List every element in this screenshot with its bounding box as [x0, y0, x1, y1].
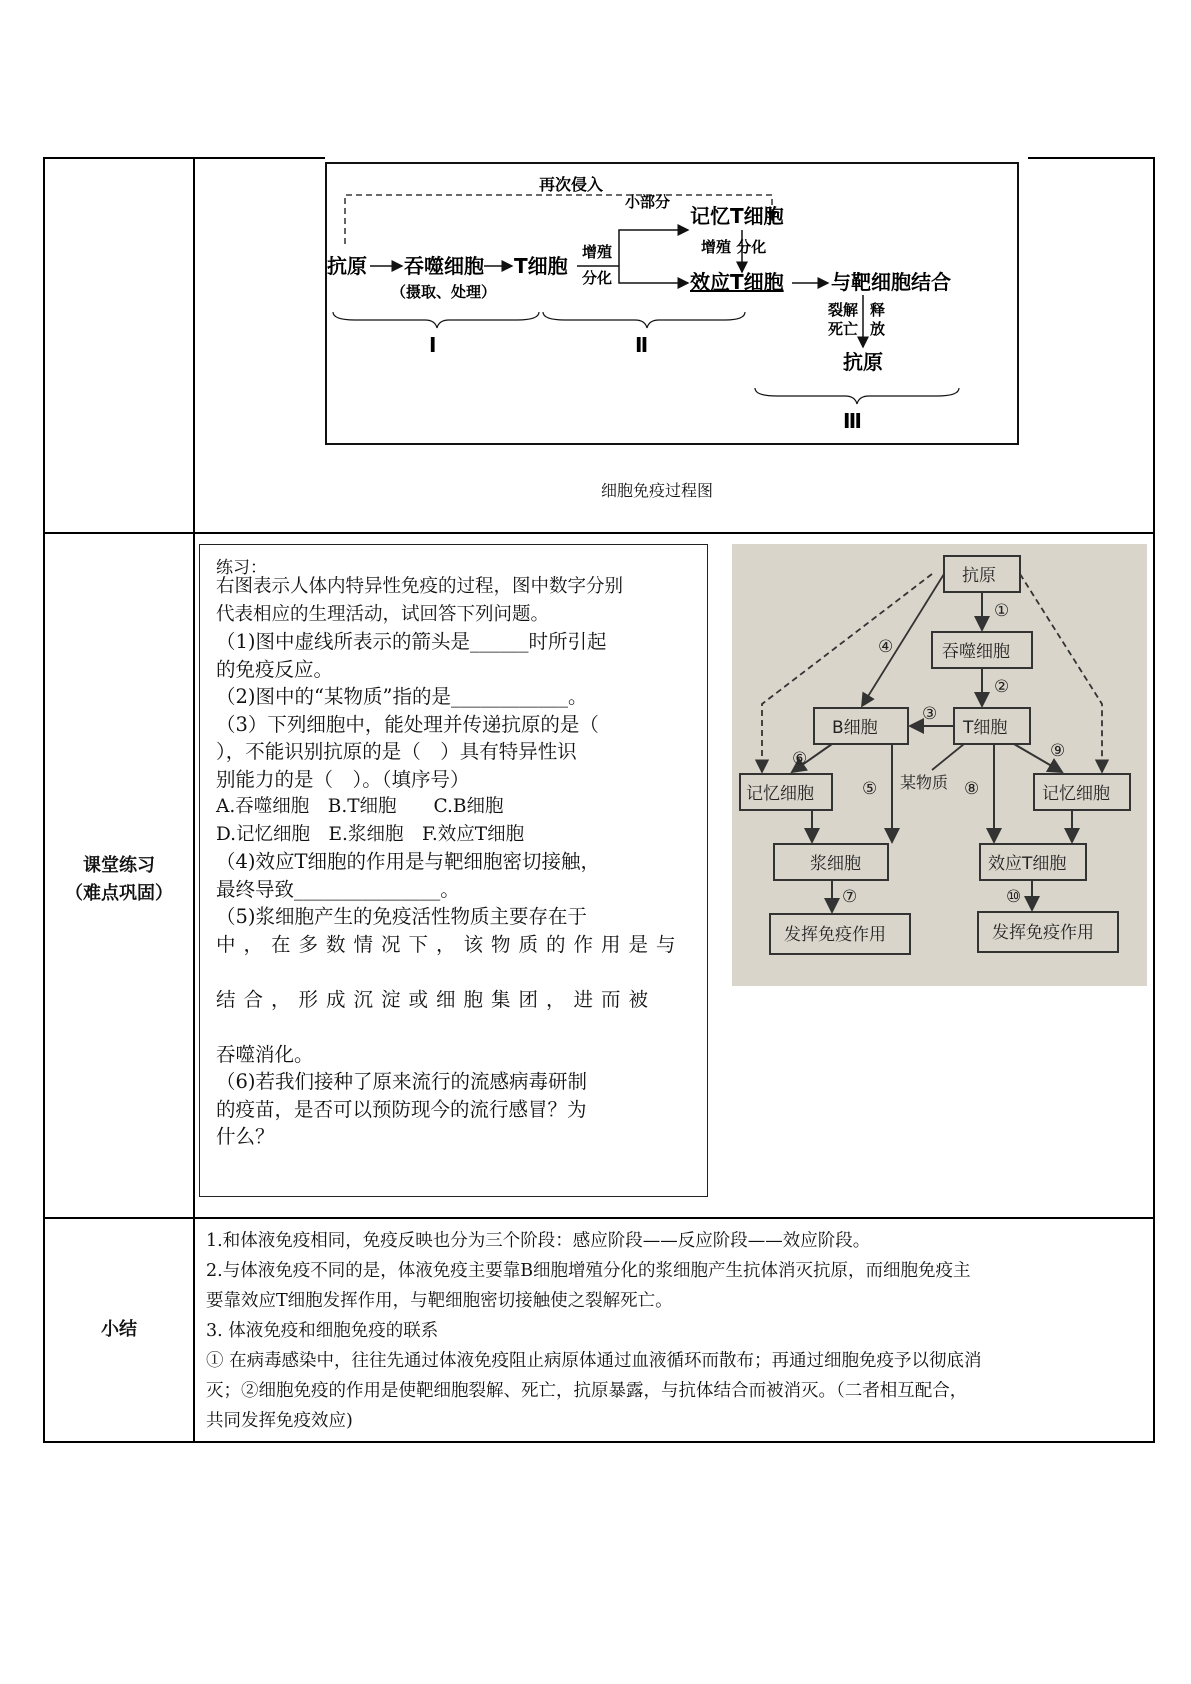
- process-note: （摄取、处理）: [391, 283, 497, 301]
- specific-immunity-diagram: [732, 544, 1147, 986]
- differentiate-label: 分化: [582, 269, 613, 287]
- num-2: ②: [994, 677, 1010, 697]
- prolif-diff-label: 增殖 分化: [701, 238, 767, 256]
- row-divider-1: [43, 532, 1155, 534]
- exercise-line: （5)浆细胞产生的免疫活性物质主要存在于: [216, 905, 588, 928]
- table-left-border: [43, 157, 45, 1443]
- memory-left-label: 记忆细胞: [746, 784, 814, 804]
- exercise-line: 别能力的是（ ）。（填序号）: [216, 767, 470, 791]
- effector-t-label: 效应T细胞: [690, 270, 784, 294]
- dashed-arrow-left: [762, 574, 932, 772]
- phagocyte-label: 吞噬细胞: [404, 254, 484, 278]
- exercise-line: 的疫苗，是否可以预防现今的流行感冒？为: [216, 1097, 587, 1121]
- num-4: ④: [878, 637, 894, 657]
- num-1: ①: [994, 601, 1010, 621]
- lysis-label: 裂解: [828, 301, 859, 319]
- effect-right-label: 发挥免疫作用: [992, 923, 1094, 943]
- diagram-frame: [326, 163, 1018, 444]
- num-3: ③: [922, 704, 938, 724]
- summary-line: 要靠效应T细胞发挥作用，与靶细胞密切接触使之裂解死亡。: [206, 1291, 673, 1311]
- exercise-line: [216, 1013, 694, 1041]
- brace-stage1: [333, 312, 539, 328]
- exercise-line: 代表相应的生理活动，试回答下列问题。: [216, 603, 550, 625]
- num-6: ⑥: [792, 749, 808, 769]
- exercise-line: 的免疫反应。: [216, 657, 334, 681]
- exercise-line: 什么？: [216, 1125, 275, 1148]
- small-part-label: 小部分: [625, 193, 671, 211]
- effector-t-box-label: 效应T细胞: [988, 854, 1067, 874]
- proliferate-label: 增殖: [582, 243, 613, 261]
- effect-left-label: 发挥免疫作用: [784, 925, 886, 945]
- num-7: ⑦: [842, 887, 858, 907]
- bcell-box-label: B细胞: [832, 718, 878, 738]
- num-9: ⑨: [1050, 741, 1066, 761]
- exercise-title: 练习：: [216, 558, 267, 578]
- line-to-substance: [932, 744, 964, 770]
- exercise-label-main: 课堂练习: [83, 855, 155, 876]
- reinvade-label: 再次侵入: [539, 175, 604, 194]
- num-10: ⑩: [1006, 887, 1022, 907]
- antigen-label: 抗原: [327, 254, 367, 278]
- exercise-section-label: [45, 852, 193, 908]
- bind-target-label: 与靶细胞结合: [831, 270, 951, 294]
- antigen2-label: 抗原: [843, 350, 883, 374]
- cell-immunity-diagram: [325, 162, 1020, 446]
- brace-stage2: [543, 312, 745, 328]
- memory-t-label: 记忆T细胞: [690, 204, 784, 228]
- stage3-label: Ⅲ: [843, 409, 862, 433]
- exercise-text: [216, 573, 694, 1151]
- release2-label: 放: [870, 320, 886, 338]
- antigen-box-label: 抗原: [962, 566, 996, 586]
- summary-section-label: 小结: [101, 1319, 137, 1340]
- summary-text: [206, 1226, 1146, 1436]
- summary-line: 3. 体液免疫和细胞免疫的联系: [206, 1321, 439, 1341]
- summary-line: 灭；②细胞免疫的作用是使靶细胞裂解、死亡，抗原暴露，与抗体结合而被消灭。（二者相互配合，: [206, 1381, 968, 1401]
- exercise-line: A.吞噬细胞 B.T细胞 C.B细胞: [216, 796, 504, 817]
- summary-line: 2.与体液免疫不同的是，体液免疫主要靠B细胞增殖分化的浆细胞产生抗体消灭抗原，而细胞免疫主: [206, 1261, 971, 1281]
- specific-immunity-figure: [732, 544, 1147, 986]
- table-column-divider: [193, 157, 195, 1443]
- tcell-label: T细胞: [514, 254, 568, 278]
- diagram1-caption: 细胞免疫过程图: [601, 481, 714, 500]
- stage1-label: Ⅰ: [429, 333, 437, 357]
- table-top-border-left: [43, 157, 325, 159]
- summary-line: ① 在病毒感染中，往往先通过体液免疫阻止病原体通过血液循环而散布；再通过细胞免疫予以彻底消: [206, 1351, 982, 1371]
- exercise-line: 最终导致_______________。: [216, 877, 460, 901]
- exercise-line: （2)图中的“某物质”指的是____________。: [216, 685, 588, 708]
- exercise-line: （1)图中虚线所表示的箭头是______时所引起: [216, 630, 607, 653]
- exercise-line: 吞噬消化。: [216, 1042, 314, 1066]
- arrow-fork-memory: [619, 230, 688, 266]
- stage2-label: Ⅱ: [635, 333, 649, 357]
- exercise-line: ），不能识别抗原的是（ ）具有特异性识: [216, 740, 577, 763]
- row-divider-2: [43, 1217, 1155, 1219]
- phagocyte-box-label: 吞噬细胞: [942, 642, 1010, 662]
- death-label: 死亡: [828, 320, 859, 338]
- brace-stage3: [755, 388, 959, 404]
- table-bottom-border: [43, 1441, 1155, 1443]
- summary-line: 共同发挥免疫效应): [206, 1411, 353, 1431]
- exercise-line: 结合，形成沉淀或细胞集团，进而被: [216, 987, 657, 1011]
- table-top-border-right: [1028, 157, 1155, 159]
- exercise-line: 中，在多数情况下，该物质的作用是与: [216, 932, 684, 956]
- num-8: ⑧: [964, 779, 980, 799]
- tcell-box-label: T细胞: [963, 718, 1008, 738]
- exercise-line: （4)效应T细胞的作用是与靶细胞密切接触，: [216, 850, 601, 873]
- num-5: ⑤: [862, 779, 878, 799]
- exercise-line: （3）下列细胞中，能处理并传递抗原的是（: [216, 712, 599, 736]
- exercise-line: （6)若我们接种了原来流行的流感病毒研制: [216, 1070, 588, 1093]
- memory-right-label: 记忆细胞: [1042, 784, 1110, 804]
- plasma-box-label: 浆细胞: [810, 854, 861, 874]
- arrow-fork-effector: [619, 266, 688, 283]
- exercise-line: [216, 958, 694, 986]
- release1-label: 释: [870, 301, 886, 319]
- exercise-line: D.记忆细胞 E.浆细胞 F.效应T细胞: [216, 823, 525, 845]
- exercise-line: 右图表示人体内特异性免疫的过程，图中数字分别: [216, 576, 624, 597]
- some-substance-label: 某物质: [900, 773, 949, 792]
- table-right-border: [1153, 157, 1155, 1443]
- summary-line: 1.和体液免疫相同，免疫反映也分为三个阶段：感应阶段——反应阶段——效应阶段。: [206, 1231, 871, 1251]
- exercise-label-sub: （难点巩固）: [65, 883, 173, 904]
